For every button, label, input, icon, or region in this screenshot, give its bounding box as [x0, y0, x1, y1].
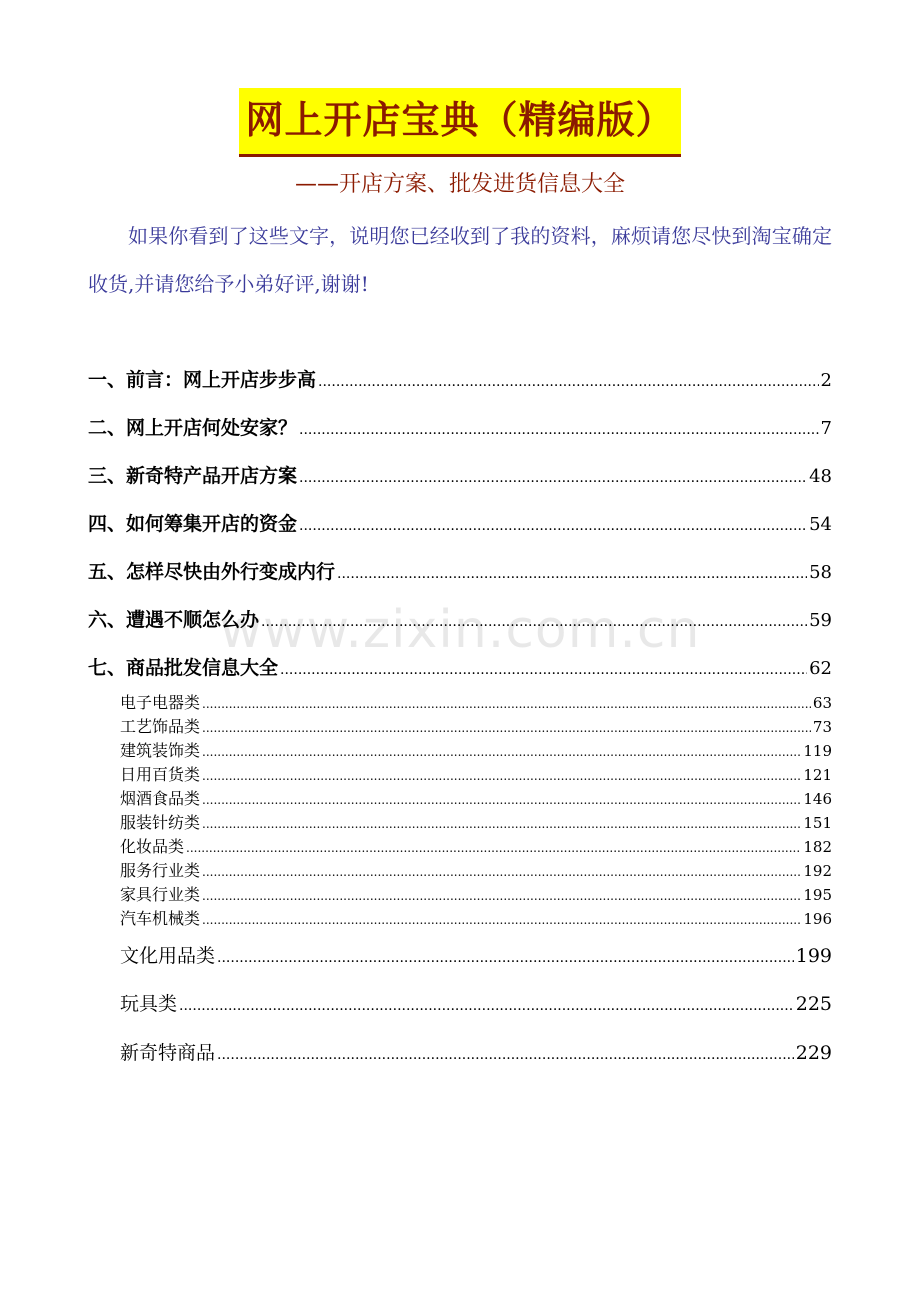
toc-leader: [299, 463, 807, 493]
toc-subsection[interactable]: [120, 860, 832, 882]
toc-label: 三、新奇特产品开店方案: [88, 465, 298, 487]
toc-label: 电子电器类: [120, 693, 201, 712]
toc-subsection[interactable]: [120, 941, 832, 971]
toc-page-number: 196: [803, 910, 832, 928]
toc-page-number: 73: [812, 718, 832, 736]
toc-page-number: 63: [812, 694, 832, 712]
toc-page-number: 195: [803, 886, 832, 904]
toc-label: 化妆品类: [120, 837, 185, 856]
toc-chapter[interactable]: [88, 653, 832, 683]
toc-label: 六、遭遇不顺怎么办: [88, 609, 260, 631]
toc-leader: [202, 693, 811, 715]
toc-label: 服装针纺类: [120, 813, 201, 832]
toc-chapter[interactable]: [88, 461, 832, 491]
toc-page-number: 151: [803, 814, 832, 832]
toc-leader: [337, 559, 807, 589]
toc-leader: [217, 943, 794, 973]
watermark: www.zixin.com.cn: [219, 600, 701, 660]
toc-chapter[interactable]: [88, 509, 832, 539]
title-wrapper: [0, 88, 920, 157]
toc-leader: [280, 655, 807, 685]
toc-subsection[interactable]: [120, 812, 832, 834]
toc-leader: [202, 741, 801, 763]
toc-page-number: 225: [795, 993, 832, 1015]
toc-subsection[interactable]: [120, 908, 832, 930]
intro-paragraph: 如果你看到了这些文字，说明您已经收到了我的资料，麻烦请您尽快到淘宝确定收货,并请您给予小弟好评,谢谢!: [88, 224, 832, 296]
toc-subsection[interactable]: [120, 788, 832, 810]
toc-subsection[interactable]: [120, 740, 832, 762]
toc-page-number: 229: [795, 1042, 832, 1064]
toc-label: 文化用品类: [120, 945, 216, 967]
toc-subsection[interactable]: [120, 836, 832, 858]
toc-subsection[interactable]: [120, 989, 832, 1019]
toc-subsection[interactable]: [120, 692, 832, 714]
toc-label: 二、网上开店何处安家？: [88, 417, 298, 439]
toc-subsection[interactable]: [120, 884, 832, 906]
toc-label: 五、怎样尽快由外行变成内行: [88, 561, 336, 583]
toc-label: 服务行业类: [120, 861, 201, 880]
toc-label: 建筑装饰类: [120, 741, 201, 760]
toc-label: 家具行业类: [120, 885, 201, 904]
toc-label: 四、如何筹集开店的资金: [88, 513, 298, 535]
toc-leader: [179, 991, 794, 1021]
document-subtitle: ——开店方案、批发进货信息大全: [294, 172, 625, 197]
toc-page-number: 119: [803, 742, 832, 760]
toc-page-number: 2: [820, 370, 832, 391]
toc-leader: [202, 789, 801, 811]
toc-chapter[interactable]: [88, 413, 832, 443]
toc-label: 七、商品批发信息大全: [88, 657, 279, 679]
toc-subsection[interactable]: [120, 1038, 832, 1068]
toc-chapter[interactable]: [88, 605, 832, 635]
toc-label: 一、前言：网上开店步步高: [88, 369, 317, 391]
toc-page-number: 182: [803, 838, 832, 856]
toc-page-number: 59: [809, 610, 832, 631]
toc-subsection[interactable]: [120, 764, 832, 786]
toc-page-number: 146: [803, 790, 832, 808]
toc-page-number: 58: [809, 562, 832, 583]
toc-label: 新奇特商品: [120, 1042, 216, 1064]
toc-page-number: 199: [795, 945, 832, 967]
toc-subsection[interactable]: [120, 716, 832, 738]
toc-label: 工艺饰品类: [120, 717, 201, 736]
toc-leader: [318, 367, 819, 397]
toc-leader: [299, 511, 807, 541]
toc-leader: [261, 607, 807, 637]
toc-leader: [202, 813, 801, 835]
toc-leader: [202, 909, 801, 931]
toc-page-number: 48: [809, 466, 832, 487]
toc-leader: [202, 861, 801, 883]
toc-page-number: 62: [809, 658, 832, 679]
toc-leader: [202, 717, 811, 739]
toc-leader: [299, 415, 819, 445]
toc-leader: [186, 837, 801, 859]
toc-page-number: 121: [803, 766, 832, 784]
toc-chapter[interactable]: [88, 365, 832, 395]
toc-label: 汽车机械类: [120, 909, 201, 928]
toc-label: 烟酒食品类: [120, 789, 201, 808]
toc-chapter[interactable]: [88, 557, 832, 587]
toc-label: 日用百货类: [120, 765, 201, 784]
toc-page-number: 54: [809, 514, 832, 535]
toc-leader: [202, 765, 801, 787]
toc-page-number: 7: [820, 418, 832, 439]
toc-label: 玩具类: [120, 993, 178, 1015]
document-title: 网上开店宝典（精编版）: [239, 88, 680, 157]
toc-leader: [202, 885, 801, 907]
toc-leader: [217, 1040, 794, 1070]
toc-page-number: 192: [803, 862, 832, 880]
